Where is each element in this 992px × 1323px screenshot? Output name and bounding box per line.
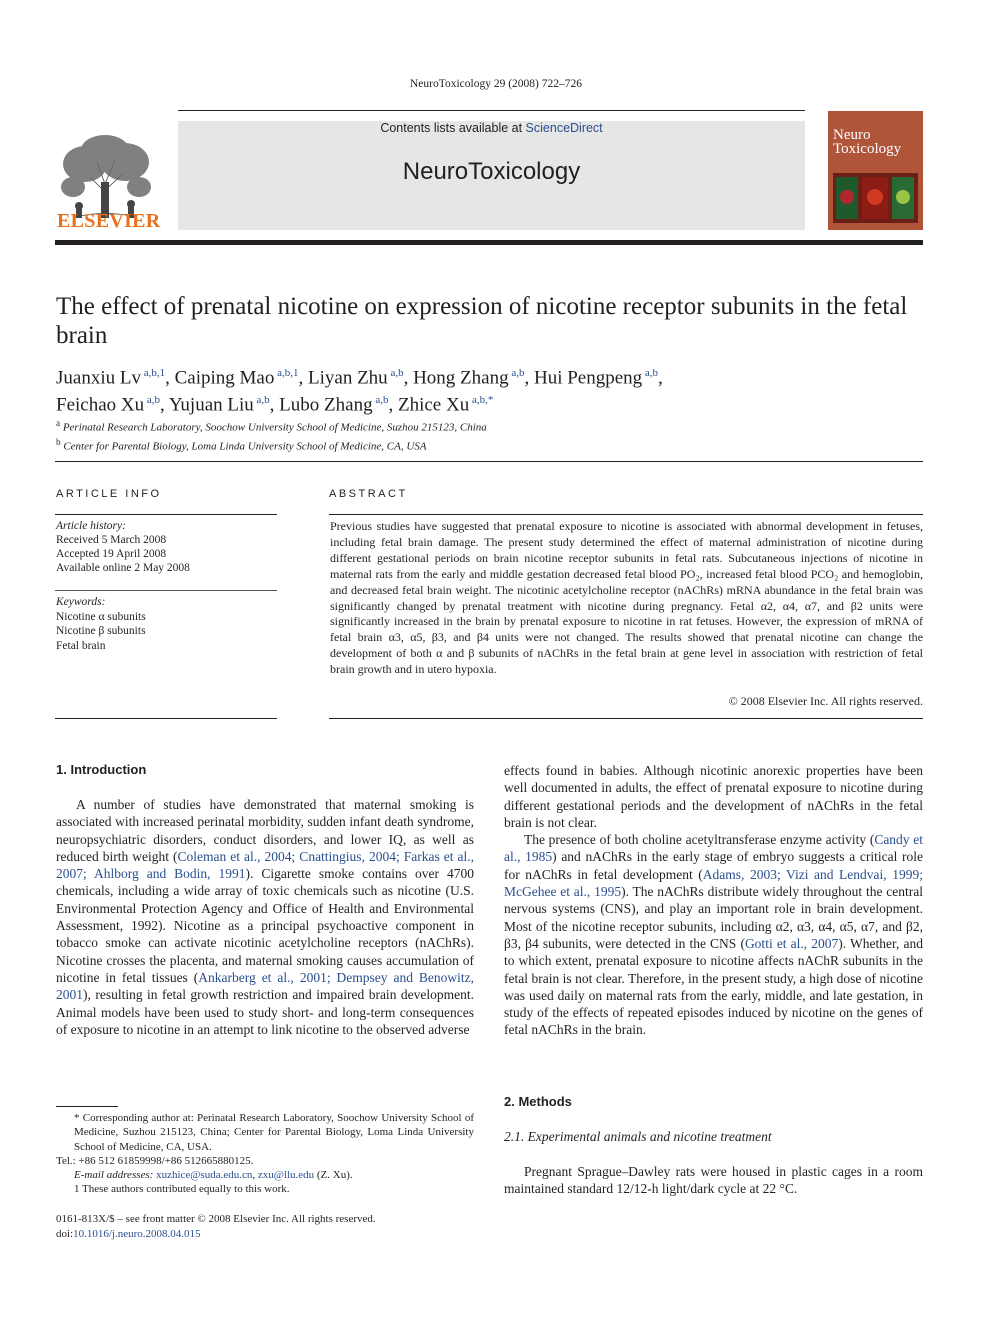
- article-info-heading: ARTICLE INFO: [56, 488, 162, 500]
- author-name: Hui Pengpeng: [533, 367, 643, 389]
- affiliations: [56, 416, 936, 453]
- article-info-rule: [55, 514, 277, 515]
- reference-link[interactable]: Adams, 2003; Vizi and Lendvai, 1999; McGehee et al., 1995: [504, 866, 923, 900]
- equal-contribution-note: 1 These authors contributed equally to this work.: [74, 1183, 290, 1196]
- author-affiliation-mark[interactable]: a,b,*: [469, 394, 494, 407]
- author-affiliation-mark[interactable]: a,b: [372, 394, 389, 407]
- author-name: Feichao Xu: [56, 394, 145, 416]
- abstract-bottom-rule: [329, 718, 923, 719]
- methods-subheading: 2.1. Experimental animals and nicotine treatment: [504, 1129, 772, 1144]
- author-name: Caiping Mao: [174, 367, 275, 389]
- received-date: Received 5 March 2008: [56, 534, 167, 546]
- author-list: Juanxiu Lv $^{a,b,1}$, Caiping Mao $^{a,b,1}$, Liyan Zhu $^{a,b}$, Hong Zhang $^{a,b}$, Hui Pengpeng $^{a,b}$, Feichao Xu $^{a,b}$, Yujuan Liu $^{a,b}$, Lubo Zhang $^{a,b}$, Zhice Xu $^{a,b,*}$: [56, 367, 663, 416]
- introduction-heading: 1. Introduction: [56, 762, 147, 777]
- author-affiliation-mark[interactable]: a,b: [642, 367, 659, 379]
- doi-line: doi:10.1016/j.neuro.2008.04.015: [56, 1227, 201, 1240]
- author-name: Zhice Xu: [397, 394, 470, 416]
- keyword: Nicotine β subunits: [56, 625, 146, 637]
- accepted-date: Accepted 19 April 2008: [56, 548, 167, 560]
- keyword: Nicotine α subunits: [56, 610, 146, 623]
- reference-link[interactable]: Coleman et al., 2004; Cnattingius, 2004; Farkas et al., 2007; Ahlborg and Bodin, 1991: [56, 848, 474, 882]
- telephone: Tel.: +86 512 61859998/+86 512665880125.: [56, 1154, 254, 1167]
- article-info-bottom-rule: [55, 718, 277, 719]
- online-date: Available online 2 May 2008: [56, 562, 190, 574]
- contents-prefix: Contents lists available at: [380, 121, 526, 135]
- footnote-rule: [56, 1106, 118, 1107]
- affiliation-a: $^a$ Perinatal Research Laboratory, Soochow University School of Medicine, Suzhou 215123, China: [56, 418, 487, 434]
- affiliation-b: $^b$ Center for Parental Biology, Loma Linda University School of Medicine, CA, USA: [56, 436, 427, 453]
- footnotes: [56, 1111, 474, 1197]
- cover-title-line2: Toxicology: [833, 141, 902, 157]
- top-rule: [178, 110, 805, 111]
- email-line: E-mail addresses: xuzhice@suda.edu.cn, zxu@llu.edu (Z. Xu).: [74, 1169, 353, 1182]
- reference-link[interactable]: Gotti et al., 2007: [744, 935, 839, 951]
- reference-link[interactable]: Candy et al., 1985: [504, 832, 923, 865]
- issn-line: [56, 1212, 476, 1241]
- keyword: Fetal brain: [56, 639, 106, 652]
- author-affiliation-mark[interactable]: a,b,1: [140, 367, 166, 379]
- abstract-rule: [329, 514, 923, 515]
- author-affiliation-mark[interactable]: a,b,1: [274, 367, 299, 379]
- email-link-2[interactable]: zxu@llu.edu: [257, 1169, 315, 1182]
- contents-line: [178, 121, 805, 135]
- keywords: [56, 595, 276, 653]
- cover-title-line1: Neuro: [833, 127, 871, 143]
- keywords-rule: [55, 590, 277, 591]
- abstract-text: Previous studies have suggested that prenatal exposure to nicotine is associated with abnormal development in fetuses, including fetal brain damage. The present study determined the effect of maternal administration of nicotine during different gestational periods on brain nicotine receptor subunits in fetal rats. Subcutaneous injections of nicotine in maternal rats from the early and middle gestation decreased fetal blood PO₂, increased fetal blood PCO₂ and hemoglobin, and decreased fetal brain weight. The nicotinic acetylcholine receptor (nAChRs) mRNA abundance in the fetal brain was significantly changed by prenatal treatment with nicotine during pregnancy. Fetal α2, α4, α7, and β2 units were significantly increased in the brain by prenatal exposure to nicotine in rat fetuses. However, the expression of mRNA of fetal brain α3, α5, β3, and β4 units were not changed. The results showed that prenatal nicotine can change the development of both α and β subunits of nAChRs in the fetal brain at gene level in association with restriction of fetal brain growth and in utero hypoxia.: [330, 519, 923, 677]
- doi-link[interactable]: 10.1016/j.neuro.2008.04.015: [73, 1227, 201, 1240]
- journal-citation: NeuroToxicology 29 (2008) 722–726: [410, 78, 582, 90]
- author-name: Yujuan Liu: [168, 394, 254, 416]
- intro-paragraph-2: The presence of both choline acetyltransferase enzyme activity (Candy et al., 1985) and nAChRs in the early stage of embryo suggests a critical role for nAChRs in fetal development (Adams, 2003; Vizi and Lendvai, 1999; McGehee et al., 1995). The nAChRs distribute widely throughout the central nervous systems (CNS), and play an important role in brain development. Most of the nicotine receptor subunits, including α2, α3, α4, α5, α7, and β2, β3, β4 subunits, were detected in the CNS (Gotti et al., 2007). Whether, and to which extent, prenatal exposure to nicotine affects nAChR subunits in the fetal brain is not clear. Therefore, in the present study, a high dose of nicotine was used daily on maternal rats from the early, middle, and late gestation, in study of the effects of repeated episodes induced by nicotine on the genes of fetal nAChRs in the brain.: [504, 832, 923, 1038]
- author-affiliation-mark[interactable]: a,b: [144, 394, 161, 407]
- history-heading: Article history:: [56, 520, 126, 532]
- author-affiliation-mark[interactable]: a,b: [508, 367, 525, 379]
- author-affiliation-mark[interactable]: a,b: [253, 394, 270, 407]
- elsevier-wordmark: ELSEVIER: [57, 210, 161, 232]
- introduction-text-left: [56, 796, 474, 1038]
- author-name: Hong Zhang: [413, 367, 509, 389]
- intro-paragraph-1: A number of studies have demonstrated that maternal smoking is associated with increased perinatal morbidity, sudden infant death syndrome, neuropsychiatric disorders, conduct disorders, and lower IQ, as well as reduced birth weight (Coleman et al., 2004; Cnattingius, 2004; Farkas et al., 2007; Ahlborg and Bodin, 1991). Cigarette smoke contains over 4700 chemicals, including a wide array of toxic chemicals such as nicotine (U.S. Environmental Protection Agency and Office of Health and Environmental Assessment, 1992). Nicotine as a principal psychoactive component in tobacco smoke can activate nicotinic acetylcholine receptors (nAChRs). Nicotine crosses the placenta, and maternal smoking causes accumulation of nicotine in fetal tissues (Ankarberg et al., 2001; Dempsey and Benowitz, 2001), resulting in fetal growth restriction and impaired brain development. Animal models have been used to study short- and long-term consequences of exposure to nicotine in an attempt to link nicotine to the observed adverse: [56, 797, 475, 1037]
- abstract-copyright: © 2008 Elsevier Inc. All rights reserved.: [728, 694, 923, 708]
- author-affiliation-mark[interactable]: a,b: [387, 367, 404, 379]
- front-matter: 0161-813X/$ – see front matter © 2008 Elsevier Inc. All rights reserved.: [56, 1213, 376, 1225]
- author-name: Lubo Zhang: [279, 394, 373, 416]
- journal-name: NeuroToxicology: [402, 158, 581, 185]
- corresponding-author-note: * Corresponding author at: Perinatal Research Laboratory, Soochow University School of Medicine, Suzhou 215123, China; Center for Parental Biology, Loma Linda University School of Medicine, CA, USA.: [74, 1112, 474, 1153]
- methods-heading: 2. Methods: [504, 1094, 572, 1109]
- article-history: [56, 519, 276, 575]
- paper-title: The effect of prenatal nicotine on expression of nicotine receptor subunits in the fetal brain: [56, 293, 908, 349]
- methods-paragraph-1: Pregnant Sprague–Dawley rats were housed in plastic cages in a room maintained standard 12/12-h light/dark cycle at 22 °C.: [504, 1164, 923, 1197]
- keywords-heading: Keywords:: [56, 596, 106, 608]
- methods-text: [504, 1163, 923, 1198]
- introduction-text-right: [504, 762, 923, 1039]
- intro-paragraph-1-continued: effects found in babies. Although nicotinic anorexic properties have been well documented in adults, the effect of prenatal exposure to nicotine during different gestational periods and the development of nAChRs in the fetal brain is not clear.: [504, 763, 923, 830]
- header-thick-rule: [55, 240, 923, 245]
- email-link-1[interactable]: xuzhice@suda.edu.cn: [156, 1169, 253, 1182]
- sciencedirect-link[interactable]: ScienceDirect: [525, 121, 603, 135]
- author-name: Liyan Zhu: [308, 367, 388, 389]
- abstract-heading: ABSTRACT: [329, 488, 408, 500]
- reference-link[interactable]: Ankarberg et al., 2001; Dempsey and Benowitz, 2001: [56, 969, 475, 1003]
- cover-title: [833, 128, 921, 156]
- author-name: Juanxiu Lv: [56, 367, 141, 389]
- section-rule: [55, 461, 923, 462]
